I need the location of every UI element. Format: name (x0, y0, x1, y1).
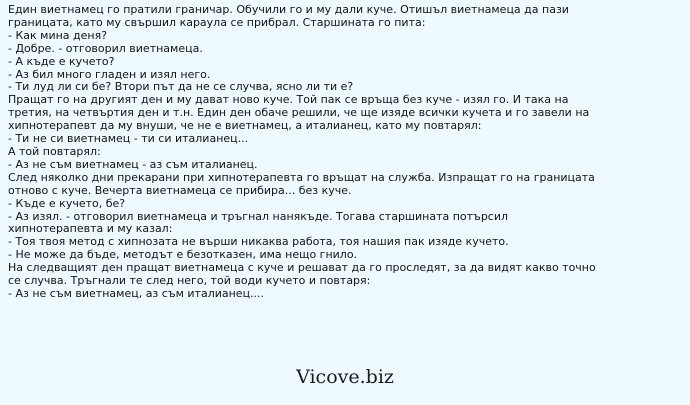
joke-line: - Къде е кучето, бе? (8, 197, 126, 210)
joke-line: границата, като му свършил караула се прибрал. Старшината го пита: (8, 16, 426, 29)
joke-line: - Ти не си виетнамец - ти си италианец... (8, 133, 249, 146)
joke-line: А той повтарял: (8, 145, 101, 158)
joke-text (8, 4, 684, 301)
joke-line: - Аз не съм виетнамец, аз съм италианец.... (8, 287, 265, 300)
joke-line: отново с куче. Вечерта виетнамеца се прибира... без куче. (8, 184, 352, 197)
joke-line: - Добре. - отговорил виетнамеца. (8, 42, 203, 55)
joke-line: На следващият ден пращат виетнамеца с куче и решават да го проследят, за да видят какво точно (8, 262, 596, 275)
joke-line: - Ти луд ли си бе? Втори път да не се случва, ясно ли ти е? (8, 81, 354, 94)
joke-line: Един виетнамец го пратили граничар. Обучили го и му дали куче. Отишъл виетнамеца да пази (8, 4, 569, 16)
joke-line: - Не може да бъде, методът е безотказен, има нещо гнило. (8, 249, 358, 262)
joke-line: - А къде е кучето? (8, 55, 115, 68)
joke-line: - Аз изял. - отговорил виетнамеца и тръгнал нанякъде. Тогава старшината потърсил (8, 210, 509, 223)
joke-line: Пращат го на другият ден и му дават ново куче. Той пак се връща без куче - изял го. И така на (8, 94, 569, 107)
joke-line: хипнотерапевт да му внуши, че не е виетнамец, а италианец, като му повтарял: (8, 120, 482, 133)
joke-line: се случва. Тръгнали те след него, той води кучето и повтаря: (8, 275, 371, 288)
joke-line: третия, на четвъртия ден и т.н. Един ден обаче решили, че ще изяде всички кучета и го завели на (8, 107, 590, 120)
site-watermark: Vicove.biz (296, 366, 394, 388)
joke-line: След няколко дни прекарани при хипнотерапевта го връщат на служба. Изпращат го на границата (8, 171, 595, 184)
joke-line: - Тоя твоя метод с хипнозата не върши никаква работа, тоя нашия пак изяде кучето. (8, 236, 509, 249)
joke-line: хипнотерапевта и му казал: (8, 223, 173, 236)
joke-line: - Аз не съм виетнамец - аз съм италианец. (8, 158, 258, 171)
joke-line: - Как мина деня? (8, 29, 108, 42)
joke-line: - Аз бил много гладен и изял него. (8, 68, 211, 81)
